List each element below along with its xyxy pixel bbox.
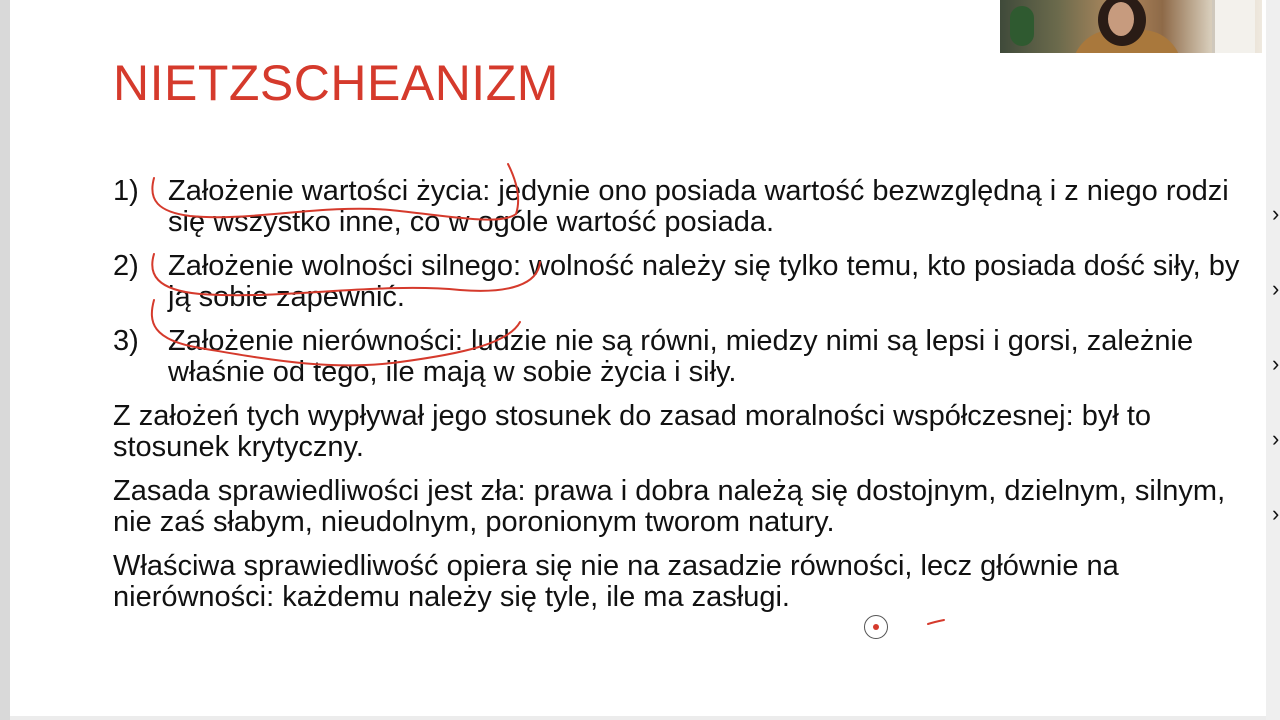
paragraph-2: Zasada sprawiedliwości jest zła: prawa i dobra należą się dostojnym, dzielnym, silnym, nie zaś słabym, nieudolnym, poronionym tworom natury.	[113, 475, 1226, 538]
list-item-text: Założenie wolności silnego: wolność należy się tylko temu, kto posiada dość siły, by ją sobie zapewnić.	[168, 250, 1240, 313]
paragraph-1: Z założeń tych wypływał jego stosunek do zasad moralności współczesnej: był to stosunek krytyczny.	[113, 400, 1152, 463]
list-item-1	[113, 176, 1263, 238]
list-item-number: 3)	[113, 325, 139, 357]
list-item-number: 1)	[113, 175, 139, 207]
paragraph-3: Właściwa sprawiedliwość opiera się nie na zasadzie równości, lecz głównie na nierówności: każdemu należy się tyle, ile ma zasługi.	[113, 550, 1119, 613]
presentation-slide	[10, 0, 1266, 716]
list-item-2	[113, 251, 1263, 313]
next-slide-peek: › › › › ›	[1272, 201, 1280, 526]
list-item-number: 2)	[113, 250, 139, 282]
list-item-text: Założenie nierówności: ludzie nie są równi, miedzy nimi są lepsi i gorsi, zależnie właśnie od tego, ile mają w sobie życia i siły.	[168, 325, 1194, 388]
slide-body	[113, 176, 1263, 626]
webcam-window	[1212, 0, 1255, 53]
list-item-text: Założenie wartości życia: jedynie ono posiada wartość bezwzględną i z niego rodzi się wszystko inne, co w ogóle wartość posiada.	[168, 175, 1229, 238]
left-window-edge	[0, 0, 10, 720]
list-item-3	[113, 326, 1263, 388]
pointer-dot	[873, 624, 879, 630]
webcam-person-face	[1108, 2, 1134, 36]
webcam-feed	[1000, 0, 1262, 53]
slide-title: NIETZSCHEANIZM	[113, 55, 559, 111]
webcam-plant	[1010, 6, 1034, 46]
pen-pointer-icon	[864, 615, 888, 639]
